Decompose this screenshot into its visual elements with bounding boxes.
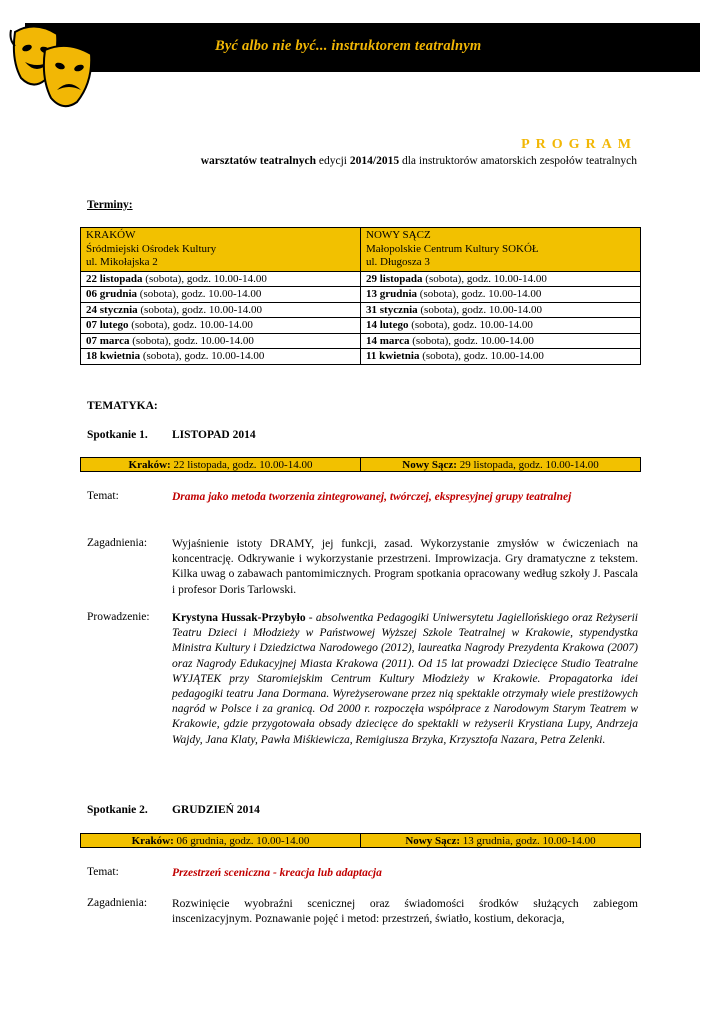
tematyka-heading: TEMATYKA: xyxy=(87,400,158,412)
meeting2-zagadnienia: Rozwinięcie wyobraźni scenicznej oraz świadomości środków służących zabiegom inscenizacyjnym. Poznawanie pojęć i metod: przestrzeń, światło, kostium, dekoracja, xyxy=(172,898,638,926)
program-title: PROGRAM xyxy=(521,137,637,152)
meeting1-month: LISTOPAD 2014 xyxy=(172,429,256,441)
dates-table-header xyxy=(81,228,641,272)
table-row: 07 marca (sobota), godz. 10.00-14.00 14 marca (sobota), godz. 10.00-14.00 xyxy=(81,333,641,349)
meeting2-krakow-date: Kraków: 06 grudnia, godz. 10.00-14.00 xyxy=(80,833,361,848)
table-row: 07 lutego (sobota), godz. 10.00-14.00 14 lutego (sobota), godz. 10.00-14.00 xyxy=(81,318,641,334)
meeting1-prowadzenie-label: Prowadzenie: xyxy=(87,611,150,623)
theatre-masks-icon xyxy=(5,20,100,110)
program-subtitle: warsztatów teatralnych edycji 2014/2015 dla instruktorów amatorskich zespołów teatralnych xyxy=(200,155,637,167)
header-title: Być albo nie być... instruktorem teatralnym xyxy=(215,38,482,54)
meeting2-topic: Przestrzeń sceniczna - kreacja lub adaptacja xyxy=(172,867,382,879)
meeting2-temat-label: Temat: xyxy=(87,866,119,878)
krakow-venue: KRAKÓW Śródmiejski Ośrodek Kultury ul. Mikołajska 2 xyxy=(81,228,361,272)
meeting2-zagadnienia-label: Zagadnienia: xyxy=(87,897,148,909)
meeting1-topic: Drama jako metoda tworzenia zintegrowanej, twórczej, ekspresyjnej grupy teatralnej xyxy=(172,491,572,503)
meeting2-sacz-date: Nowy Sącz: 13 grudnia, godz. 10.00-14.00 xyxy=(361,833,641,848)
dates-table xyxy=(80,227,641,365)
table-row: 06 grudnia (sobota), godz. 10.00-14.00 13 grudnia (sobota), godz. 10.00-14.00 xyxy=(81,287,641,303)
meeting1-krakow-date: Kraków: 22 listopada, godz. 10.00-14.00 xyxy=(80,457,361,472)
meeting1-prowadzenie: Krystyna Hussak-Przybyło - absolwentka Pedagogiki Uniwersytetu Jagiellońskiego oraz Reżyserii Teatru Dzieci i Młodzieży w Państwowej Wyższej Szkole Teatralnej w Krakowie, stypendystka Ministra Kultury i Dziedzictwa Narodowego (2012), laureatka Nagrody Prezydenta Krakowa (2007) oraz Nagrody Edukacyjnej Miasta Krakowa (2011). Od 15 lat prowadzi Dziecięce Studio Teatralne WYJĄTEK przy Staromiejskim Centrum Kultury Młodzieży w Krakowie. Propagatorka idei pedagogiki teatru Jana Dormana. Wyreżyserowane przez nią spektakle otrzymały wiele prestiżowych nagród w Polsce i za granicą. Od 2000 r. rozpoczęła współprace z Narodowym Starym Teatrem w Krakowie, gdzie przygotowała obsady dziecięce do spektakli w reżyserii Krystiana Lupy, Andrzeja Wajdy, Jana Klaty, Pawła Miśkiewicza, Remigiusza Brzyka, Krzysztofa Nazara, Petra Zelenki. xyxy=(172,612,638,746)
table-row: 18 kwietnia (sobota), godz. 10.00-14.00 11 kwietnia (sobota), godz. 10.00-14.00 xyxy=(81,349,641,365)
meeting2-dates-bar xyxy=(80,833,641,848)
meeting1-sacz-date: Nowy Sącz: 29 listopada, godz. 10.00-14.00 xyxy=(361,457,641,472)
meeting1-dates-bar xyxy=(80,457,641,472)
meeting2-month: GRUDZIEŃ 2014 xyxy=(172,804,260,816)
meeting1-zagadnienia: Wyjaśnienie istoty DRAMY, jej funkcji, zasad. Wykorzystanie zmysłów w ćwiczeniach na koncentrację. Odkrywanie i wykorzystanie przestrzeni. Improwizacja. Gry dramatyczne z tekstem. Kilka uwag o zabawach pantomimicznych. Program spotkania opracowany według szkoły J. Pascala i profesor Doris Tarlowski. xyxy=(172,538,638,596)
table-row: 24 stycznia (sobota), godz. 10.00-14.00 31 stycznia (sobota), godz. 10.00-14.00 xyxy=(81,302,641,318)
meeting1-temat-label: Temat: xyxy=(87,490,119,502)
meeting2-label: Spotkanie 2. xyxy=(87,804,148,816)
table-row: 22 listopada (sobota), godz. 10.00-14.00 29 listopada (sobota), godz. 10.00-14.00 xyxy=(81,271,641,287)
meeting1-zagadnienia-label: Zagadnienia: xyxy=(87,537,148,549)
meeting1-label: Spotkanie 1. xyxy=(87,429,148,441)
terminy-heading: Terminy: xyxy=(87,199,133,211)
sacz-venue: NOWY SĄCZ Małopolskie Centrum Kultury SOKÓŁ ul. Długosza 3 xyxy=(361,228,641,272)
